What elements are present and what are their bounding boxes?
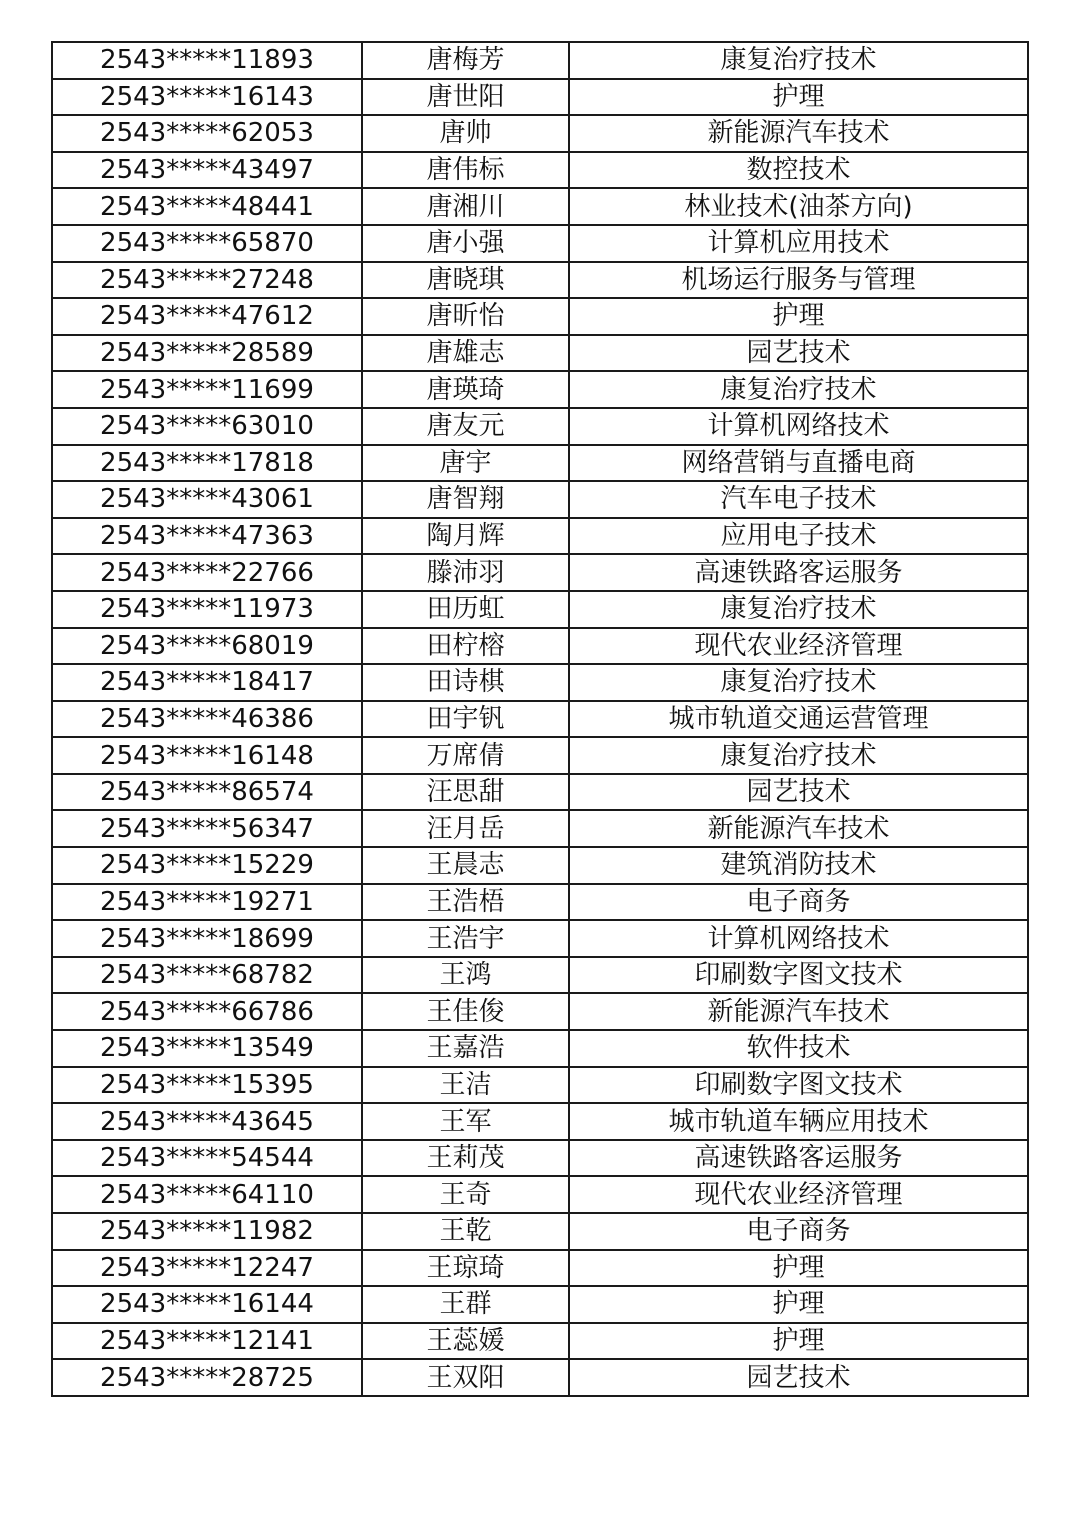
major-cell: 软件技术 [569,1030,1028,1067]
student-name-cell: 王晨志 [362,847,569,884]
candidate-id-cell: 2543*****48441 [52,188,362,225]
student-name-cell: 唐世阳 [362,79,569,116]
table-row [52,1067,1028,1104]
table-row [52,774,1028,811]
major-cell: 新能源汽车技术 [569,810,1028,847]
table-row [52,152,1028,189]
candidate-id-cell: 2543*****19271 [52,884,362,921]
major-cell: 印刷数字图文技术 [569,1067,1028,1104]
candidate-id-cell: 2543*****56347 [52,810,362,847]
candidate-id-cell: 2543*****28725 [52,1359,362,1396]
major-cell: 康复治疗技术 [569,371,1028,408]
table-row [52,1359,1028,1396]
table-row [52,1250,1028,1287]
candidate-id-cell: 2543*****15395 [52,1067,362,1104]
candidate-id-cell: 2543*****43061 [52,481,362,518]
major-cell: 汽车电子技术 [569,481,1028,518]
candidate-id-cell: 2543*****64110 [52,1176,362,1213]
major-cell: 护理 [569,298,1028,335]
major-cell: 康复治疗技术 [569,737,1028,774]
student-name-cell: 唐友元 [362,408,569,445]
student-name-cell: 滕沛羽 [362,554,569,591]
candidate-id-cell: 2543*****12247 [52,1250,362,1287]
table-row [52,884,1028,921]
candidate-id-cell: 2543*****43497 [52,152,362,189]
candidate-id-cell: 2543*****22766 [52,554,362,591]
major-cell: 护理 [569,1250,1028,1287]
candidate-id-cell: 2543*****18417 [52,664,362,701]
student-name-cell: 唐小强 [362,225,569,262]
candidate-id-cell: 2543*****47612 [52,298,362,335]
roster-body [52,42,1028,1396]
table-row [52,1103,1028,1140]
major-cell: 高速铁路客运服务 [569,554,1028,591]
candidate-id-cell: 2543*****65870 [52,225,362,262]
candidate-id-cell: 2543*****11982 [52,1213,362,1250]
major-cell: 网络营销与直播电商 [569,445,1028,482]
major-cell: 高速铁路客运服务 [569,1140,1028,1177]
student-name-cell: 唐瑛琦 [362,371,569,408]
student-name-cell: 王佳俊 [362,993,569,1030]
candidate-id-cell: 2543*****16144 [52,1286,362,1323]
student-name-cell: 王群 [362,1286,569,1323]
table-row [52,993,1028,1030]
major-cell: 康复治疗技术 [569,42,1028,79]
table-row [52,810,1028,847]
candidate-id-cell: 2543*****62053 [52,115,362,152]
table-row [52,920,1028,957]
table-row [52,1323,1028,1360]
student-name-cell: 汪月岳 [362,810,569,847]
table-row [52,408,1028,445]
major-cell: 康复治疗技术 [569,591,1028,628]
table-row [52,225,1028,262]
candidate-id-cell: 2543*****54544 [52,1140,362,1177]
student-name-cell: 唐伟标 [362,152,569,189]
table-row [52,1286,1028,1323]
major-cell: 计算机网络技术 [569,408,1028,445]
student-name-cell: 唐智翔 [362,481,569,518]
candidate-id-cell: 2543*****11893 [52,42,362,79]
candidate-id-cell: 2543*****46386 [52,701,362,738]
table-row [52,1176,1028,1213]
table-row [52,115,1028,152]
table-row [52,1140,1028,1177]
table-row [52,847,1028,884]
major-cell: 护理 [569,1323,1028,1360]
student-name-cell: 田宇钒 [362,701,569,738]
major-cell: 新能源汽车技术 [569,115,1028,152]
student-name-cell: 王奇 [362,1176,569,1213]
table-row [52,1213,1028,1250]
table-row [52,371,1028,408]
candidate-id-cell: 2543*****13549 [52,1030,362,1067]
student-name-cell: 王蕊媛 [362,1323,569,1360]
student-name-cell: 王鸿 [362,957,569,994]
table-row [52,591,1028,628]
table-row [52,42,1028,79]
student-name-cell: 王浩梧 [362,884,569,921]
student-name-cell: 田柠榕 [362,628,569,665]
student-name-cell: 王洁 [362,1067,569,1104]
candidate-id-cell: 2543*****28589 [52,335,362,372]
table-row [52,957,1028,994]
table-row [52,79,1028,116]
student-name-cell: 万席倩 [362,737,569,774]
student-name-cell: 唐梅芳 [362,42,569,79]
candidate-id-cell: 2543*****63010 [52,408,362,445]
major-cell: 护理 [569,1286,1028,1323]
table-row [52,481,1028,518]
student-name-cell: 唐晓琪 [362,262,569,299]
table-row [52,518,1028,555]
table-row [52,701,1028,738]
candidate-id-cell: 2543*****17818 [52,445,362,482]
table-row [52,445,1028,482]
major-cell: 园艺技术 [569,1359,1028,1396]
table-row [52,664,1028,701]
student-name-cell: 唐帅 [362,115,569,152]
candidate-id-cell: 2543*****15229 [52,847,362,884]
major-cell: 新能源汽车技术 [569,993,1028,1030]
major-cell: 数控技术 [569,152,1028,189]
student-name-cell: 王嘉浩 [362,1030,569,1067]
student-name-cell: 唐湘川 [362,188,569,225]
table-row [52,1030,1028,1067]
table-row [52,262,1028,299]
student-name-cell: 王浩宇 [362,920,569,957]
major-cell: 城市轨道交通运营管理 [569,701,1028,738]
student-name-cell: 唐昕怡 [362,298,569,335]
student-name-cell: 田历虹 [362,591,569,628]
major-cell: 电子商务 [569,884,1028,921]
major-cell: 机场运行服务与管理 [569,262,1028,299]
student-roster-table [51,41,1029,1397]
table-row [52,335,1028,372]
student-name-cell: 王乾 [362,1213,569,1250]
major-cell: 康复治疗技术 [569,664,1028,701]
candidate-id-cell: 2543*****68019 [52,628,362,665]
candidate-id-cell: 2543*****68782 [52,957,362,994]
student-name-cell: 汪思甜 [362,774,569,811]
major-cell: 电子商务 [569,1213,1028,1250]
candidate-id-cell: 2543*****11699 [52,371,362,408]
major-cell: 应用电子技术 [569,518,1028,555]
major-cell: 现代农业经济管理 [569,628,1028,665]
candidate-id-cell: 2543*****12141 [52,1323,362,1360]
major-cell: 城市轨道车辆应用技术 [569,1103,1028,1140]
major-cell: 印刷数字图文技术 [569,957,1028,994]
major-cell: 园艺技术 [569,335,1028,372]
table-row [52,628,1028,665]
candidate-id-cell: 2543*****16148 [52,737,362,774]
major-cell: 现代农业经济管理 [569,1176,1028,1213]
major-cell: 林业技术(油茶方向) [569,188,1028,225]
student-name-cell: 唐宇 [362,445,569,482]
student-name-cell: 唐雄志 [362,335,569,372]
candidate-id-cell: 2543*****43645 [52,1103,362,1140]
major-cell: 护理 [569,79,1028,116]
table-row [52,737,1028,774]
major-cell: 计算机网络技术 [569,920,1028,957]
candidate-id-cell: 2543*****66786 [52,993,362,1030]
student-name-cell: 王双阳 [362,1359,569,1396]
candidate-id-cell: 2543*****27248 [52,262,362,299]
major-cell: 建筑消防技术 [569,847,1028,884]
candidate-id-cell: 2543*****16143 [52,79,362,116]
candidate-id-cell: 2543*****11973 [52,591,362,628]
table-row [52,554,1028,591]
student-name-cell: 陶月辉 [362,518,569,555]
student-name-cell: 王莉茂 [362,1140,569,1177]
table-row [52,298,1028,335]
major-cell: 计算机应用技术 [569,225,1028,262]
table-row [52,188,1028,225]
candidate-id-cell: 2543*****47363 [52,518,362,555]
student-name-cell: 王军 [362,1103,569,1140]
student-name-cell: 王琼琦 [362,1250,569,1287]
student-name-cell: 田诗棋 [362,664,569,701]
candidate-id-cell: 2543*****18699 [52,920,362,957]
major-cell: 园艺技术 [569,774,1028,811]
candidate-id-cell: 2543*****86574 [52,774,362,811]
